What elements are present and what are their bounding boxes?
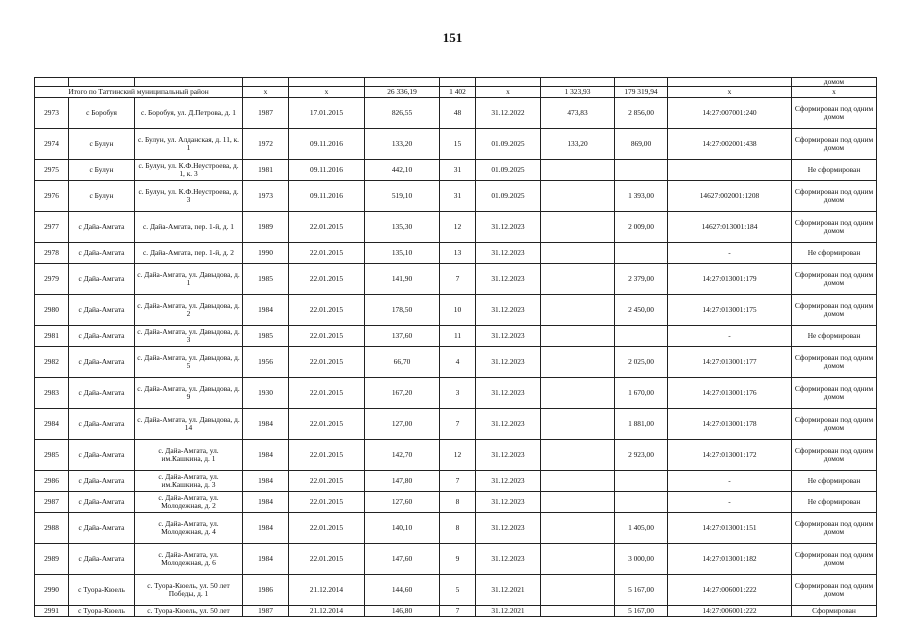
- row-address: с. Дайа-Амгата, ул. Молодежная, д. 2: [135, 492, 243, 513]
- row-date-recognized: 22.01.2015: [289, 212, 365, 243]
- row-date-plan: 01.09.2025: [476, 181, 541, 212]
- table-row: [35, 378, 877, 409]
- row-date-plan: 31.12.2023: [476, 471, 541, 492]
- row-land-status: Сформирован: [792, 606, 877, 617]
- total-row: [35, 87, 877, 98]
- row-year-built: 1984: [243, 295, 289, 326]
- total-residents: 1 402: [440, 87, 476, 98]
- row-date-plan: 31.12.2023: [476, 295, 541, 326]
- row-cadastral-number: 14:27:013001:182: [668, 544, 792, 575]
- row-residents: 31: [440, 181, 476, 212]
- row-area-resettled: [541, 492, 615, 513]
- row-area: 147,60: [365, 544, 440, 575]
- row-cadastral-number: 14:27:013001:178: [668, 409, 792, 440]
- row-date-recognized: 22.01.2015: [289, 409, 365, 440]
- row-date-plan: 31.12.2021: [476, 606, 541, 617]
- row-year-built: 1972: [243, 129, 289, 160]
- total-date-recognized: x: [289, 87, 365, 98]
- row-number: 2982: [35, 347, 69, 378]
- row-residents: 12: [440, 440, 476, 471]
- row-area-resettled: 133,20: [541, 129, 615, 160]
- row-number: 2980: [35, 295, 69, 326]
- row-year-built: 1984: [243, 492, 289, 513]
- row-cost: 2 025,00: [615, 347, 668, 378]
- row-date-recognized: 09.11.2016: [289, 181, 365, 212]
- row-settlement: с Дайа-Амгата: [69, 471, 135, 492]
- table-row: [35, 326, 877, 347]
- row-date-recognized: 22.01.2015: [289, 544, 365, 575]
- page-number: 151: [442, 30, 463, 45]
- row-date-plan: 31.12.2023: [476, 492, 541, 513]
- row-land-status: Сформирован под одним домом: [792, 347, 877, 378]
- row-area-resettled: [541, 471, 615, 492]
- row-settlement: с Дайа-Амгата: [69, 409, 135, 440]
- row-area: 146,80: [365, 606, 440, 617]
- total-cadastral: x: [668, 87, 792, 98]
- row-area-resettled: [541, 264, 615, 295]
- table-row: [35, 181, 877, 212]
- header-continuation-text: домом: [792, 78, 877, 87]
- row-date-plan: 31.12.2023: [476, 378, 541, 409]
- row-area: 135,10: [365, 243, 440, 264]
- row-settlement: с Дайа-Амгата: [69, 295, 135, 326]
- row-land-status: Сформирован под одним домом: [792, 440, 877, 471]
- row-year-built: 1956: [243, 347, 289, 378]
- table-row: [35, 575, 877, 606]
- row-area: 137,60: [365, 326, 440, 347]
- row-number: 2986: [35, 471, 69, 492]
- row-settlement: с Дайа-Амгата: [69, 264, 135, 295]
- row-cost: 869,00: [615, 129, 668, 160]
- row-area-resettled: [541, 347, 615, 378]
- row-area-resettled: [541, 378, 615, 409]
- table-row: [35, 606, 877, 617]
- row-cadastral-number: 14627:002001:1208: [668, 181, 792, 212]
- row-cadastral-number: 14:27:006001:222: [668, 606, 792, 617]
- row-year-built: 1985: [243, 326, 289, 347]
- total-area-resettled: 1 323,93: [541, 87, 615, 98]
- row-residents: 7: [440, 471, 476, 492]
- row-cadastral-number: 14:27:006001:222: [668, 575, 792, 606]
- row-date-plan: 01.09.2025: [476, 160, 541, 181]
- row-cost: [615, 326, 668, 347]
- row-land-status: Сформирован под одним домом: [792, 129, 877, 160]
- row-year-built: 1973: [243, 181, 289, 212]
- row-number: 2974: [35, 129, 69, 160]
- row-cadastral-number: -: [668, 243, 792, 264]
- row-date-plan: 31.12.2023: [476, 243, 541, 264]
- row-settlement: с Дайа-Амгата: [69, 326, 135, 347]
- row-address: с. Дайа-Амгата, ул. Молодежная, д. 6: [135, 544, 243, 575]
- row-number: 2983: [35, 378, 69, 409]
- row-date-recognized: 22.01.2015: [289, 264, 365, 295]
- row-area: 66,70: [365, 347, 440, 378]
- total-cost: 179 319,94: [615, 87, 668, 98]
- total-date-plan: x: [476, 87, 541, 98]
- row-residents: 7: [440, 409, 476, 440]
- row-date-plan: 31.12.2022: [476, 98, 541, 129]
- row-area-resettled: [541, 544, 615, 575]
- row-area-resettled: [541, 575, 615, 606]
- table-row: [35, 98, 877, 129]
- row-date-recognized: 22.01.2015: [289, 243, 365, 264]
- row-address: с. Дайа-Амгата, ул. Давыдова, д. 14: [135, 409, 243, 440]
- row-date-plan: 31.12.2023: [476, 264, 541, 295]
- table-row: [35, 513, 877, 544]
- row-cost: 2 856,00: [615, 98, 668, 129]
- row-residents: 10: [440, 295, 476, 326]
- row-land-status: Сформирован под одним домом: [792, 544, 877, 575]
- row-cadastral-number: -: [668, 326, 792, 347]
- row-year-built: 1987: [243, 98, 289, 129]
- row-number: 2975: [35, 160, 69, 181]
- row-settlement: с Дайа-Амгата: [69, 378, 135, 409]
- row-year-built: 1984: [243, 544, 289, 575]
- row-land-status: Сформирован под одним домом: [792, 575, 877, 606]
- row-date-plan: 01.09.2025: [476, 129, 541, 160]
- row-area: 142,70: [365, 440, 440, 471]
- row-year-built: 1984: [243, 471, 289, 492]
- row-cost: 5 167,00: [615, 575, 668, 606]
- row-land-status: Сформирован под одним домом: [792, 181, 877, 212]
- row-date-plan: 31.12.2021: [476, 575, 541, 606]
- row-area: 826,55: [365, 98, 440, 129]
- row-date-plan: 31.12.2023: [476, 409, 541, 440]
- row-residents: 12: [440, 212, 476, 243]
- row-date-recognized: 21.12.2014: [289, 575, 365, 606]
- row-area: 167,20: [365, 378, 440, 409]
- row-address: с. Дайа-Амгата, пер. 1-й, д. 2: [135, 243, 243, 264]
- row-cadastral-number: -: [668, 471, 792, 492]
- row-year-built: 1990: [243, 243, 289, 264]
- row-settlement: с Дайа-Амгата: [69, 440, 135, 471]
- row-address: с. Дайа-Амгата, ул. Давыдова, д. 1: [135, 264, 243, 295]
- row-cadastral-number: 14:27:002001:438: [668, 129, 792, 160]
- total-year: x: [243, 87, 289, 98]
- row-area-resettled: [541, 513, 615, 544]
- row-address: с. Дайа-Амгата, пер. 1-й, д. 1: [135, 212, 243, 243]
- table-row: [35, 409, 877, 440]
- row-year-built: 1984: [243, 409, 289, 440]
- row-cost: [615, 160, 668, 181]
- row-residents: 8: [440, 513, 476, 544]
- row-address: с. Дайа-Амгата, ул. Давыдова, д. 9: [135, 378, 243, 409]
- row-number: 2988: [35, 513, 69, 544]
- row-address: с. Булун, ул. К.Ф.Неустроева, д. 3: [135, 181, 243, 212]
- row-address: с. Туора-Кюель, ул. 50 лет Победы, д. 1: [135, 575, 243, 606]
- row-settlement: с Булун: [69, 129, 135, 160]
- row-year-built: 1987: [243, 606, 289, 617]
- row-number: 2978: [35, 243, 69, 264]
- row-address: с. Туора-Кюель, ул. 50 лет: [135, 606, 243, 617]
- row-area-resettled: [541, 295, 615, 326]
- row-residents: 3: [440, 378, 476, 409]
- row-number: 2984: [35, 409, 69, 440]
- row-area-resettled: 473,83: [541, 98, 615, 129]
- row-area: 141,90: [365, 264, 440, 295]
- row-settlement: с Дайа-Амгата: [69, 347, 135, 378]
- table-row: [35, 492, 877, 513]
- row-land-status: Сформирован под одним домом: [792, 409, 877, 440]
- row-date-recognized: 22.01.2015: [289, 347, 365, 378]
- row-land-status: Сформирован под одним домом: [792, 212, 877, 243]
- row-address: с. Боробуя, ул. Д.Петрова, д. 1: [135, 98, 243, 129]
- header-continuation-row: [35, 78, 877, 87]
- row-cadastral-number: -: [668, 492, 792, 513]
- table-body: [35, 78, 877, 617]
- row-settlement: с Туора-Кюель: [69, 606, 135, 617]
- row-date-recognized: 09.11.2016: [289, 129, 365, 160]
- row-area-resettled: [541, 440, 615, 471]
- row-residents: 5: [440, 575, 476, 606]
- row-land-status: Не сформирован: [792, 492, 877, 513]
- row-cost: [615, 492, 668, 513]
- table-row: [35, 471, 877, 492]
- row-land-status: Сформирован под одним домом: [792, 513, 877, 544]
- row-settlement: с Дайа-Амгата: [69, 243, 135, 264]
- row-land-status: Сформирован под одним домом: [792, 295, 877, 326]
- row-cadastral-number: 14:27:013001:151: [668, 513, 792, 544]
- row-date-plan: 31.12.2023: [476, 326, 541, 347]
- row-year-built: 1989: [243, 212, 289, 243]
- row-address: с. Булун, ул. Алданская, д. 11, к. 1: [135, 129, 243, 160]
- row-residents: 13: [440, 243, 476, 264]
- row-land-status: Не сформирован: [792, 471, 877, 492]
- row-land-status: Не сформирован: [792, 160, 877, 181]
- row-area: 519,10: [365, 181, 440, 212]
- table-row: [35, 347, 877, 378]
- row-date-recognized: 09.11.2016: [289, 160, 365, 181]
- row-date-plan: 31.12.2023: [476, 347, 541, 378]
- row-settlement: с Туора-Кюель: [69, 575, 135, 606]
- row-year-built: 1930: [243, 378, 289, 409]
- row-area-resettled: [541, 326, 615, 347]
- row-cost: 1 393,00: [615, 181, 668, 212]
- row-cadastral-number: 14:27:013001:179: [668, 264, 792, 295]
- row-year-built: 1985: [243, 264, 289, 295]
- row-area: 127,00: [365, 409, 440, 440]
- row-cadastral-number: 14:27:013001:172: [668, 440, 792, 471]
- row-date-recognized: 22.01.2015: [289, 471, 365, 492]
- row-settlement: с Дайа-Амгата: [69, 492, 135, 513]
- row-cadastral-number: 14:27:007001:240: [668, 98, 792, 129]
- row-number: 2989: [35, 544, 69, 575]
- row-cost: 5 167,00: [615, 606, 668, 617]
- row-cost: 1 405,00: [615, 513, 668, 544]
- row-cost: 2 923,00: [615, 440, 668, 471]
- table-row: [35, 295, 877, 326]
- row-area: 147,80: [365, 471, 440, 492]
- row-area: 144,60: [365, 575, 440, 606]
- row-number: 2976: [35, 181, 69, 212]
- row-address: с. Дайа-Амгата, ул. Давыдова, д. 2: [135, 295, 243, 326]
- row-cost: 2 450,00: [615, 295, 668, 326]
- row-area-resettled: [541, 181, 615, 212]
- row-settlement: с Булун: [69, 160, 135, 181]
- row-number: 2990: [35, 575, 69, 606]
- row-address: с. Дайа-Амгата, ул. им.Кашкина, д. 3: [135, 471, 243, 492]
- row-date-recognized: 17.01.2015: [289, 98, 365, 129]
- row-area: 133,20: [365, 129, 440, 160]
- row-cost: 2 379,00: [615, 264, 668, 295]
- row-residents: 7: [440, 606, 476, 617]
- row-cadastral-number: 14:27:013001:175: [668, 295, 792, 326]
- row-area-resettled: [541, 160, 615, 181]
- row-date-recognized: 22.01.2015: [289, 513, 365, 544]
- row-address: с. Дайа-Амгата, ул. им.Кашкина, д. 1: [135, 440, 243, 471]
- row-residents: 31: [440, 160, 476, 181]
- row-land-status: Не сформирован: [792, 326, 877, 347]
- row-cost: 1 670,00: [615, 378, 668, 409]
- housing-registry-table: [34, 77, 877, 617]
- row-number: 2981: [35, 326, 69, 347]
- row-date-recognized: 22.01.2015: [289, 492, 365, 513]
- row-date-plan: 31.12.2023: [476, 212, 541, 243]
- row-area: 140,10: [365, 513, 440, 544]
- row-cadastral-number: 14627:013001:184: [668, 212, 792, 243]
- row-area-resettled: [541, 606, 615, 617]
- row-residents: 15: [440, 129, 476, 160]
- row-cadastral-number: 14:27:013001:176: [668, 378, 792, 409]
- row-address: с. Дайа-Амгата, ул. Молодежная, д. 4: [135, 513, 243, 544]
- row-date-recognized: 22.01.2015: [289, 326, 365, 347]
- total-status: x: [792, 87, 877, 98]
- row-cost: 1 881,00: [615, 409, 668, 440]
- row-area: 442,10: [365, 160, 440, 181]
- row-date-recognized: 22.01.2015: [289, 295, 365, 326]
- row-area-resettled: [541, 409, 615, 440]
- row-year-built: 1981: [243, 160, 289, 181]
- row-area: 135,30: [365, 212, 440, 243]
- table-row: [35, 264, 877, 295]
- row-residents: 11: [440, 326, 476, 347]
- row-number: 2979: [35, 264, 69, 295]
- table-row: [35, 160, 877, 181]
- row-residents: 8: [440, 492, 476, 513]
- row-number: 2973: [35, 98, 69, 129]
- row-cost: 3 000,00: [615, 544, 668, 575]
- row-cadastral-number: [668, 160, 792, 181]
- row-residents: 7: [440, 264, 476, 295]
- row-year-built: 1984: [243, 440, 289, 471]
- row-date-recognized: 22.01.2015: [289, 378, 365, 409]
- row-land-status: Сформирован под одним домом: [792, 264, 877, 295]
- row-settlement: с Дайа-Амгата: [69, 544, 135, 575]
- row-cost: [615, 471, 668, 492]
- row-settlement: с Боробуя: [69, 98, 135, 129]
- row-settlement: с Дайа-Амгата: [69, 513, 135, 544]
- row-settlement: с Дайа-Амгата: [69, 212, 135, 243]
- row-area-resettled: [541, 243, 615, 264]
- row-land-status: Сформирован под одним домом: [792, 378, 877, 409]
- table-row: [35, 544, 877, 575]
- table-row: [35, 243, 877, 264]
- row-date-plan: 31.12.2023: [476, 513, 541, 544]
- row-year-built: 1986: [243, 575, 289, 606]
- row-residents: 9: [440, 544, 476, 575]
- row-date-recognized: 21.12.2014: [289, 606, 365, 617]
- row-residents: 4: [440, 347, 476, 378]
- total-label: Итого по Таттинский муниципальный район: [35, 87, 243, 98]
- row-area: 127,60: [365, 492, 440, 513]
- row-date-recognized: 22.01.2015: [289, 440, 365, 471]
- row-land-status: Не сформирован: [792, 243, 877, 264]
- row-date-plan: 31.12.2023: [476, 544, 541, 575]
- row-number: 2987: [35, 492, 69, 513]
- row-area: 178,50: [365, 295, 440, 326]
- total-area: 26 336,19: [365, 87, 440, 98]
- table-row: [35, 212, 877, 243]
- row-area-resettled: [541, 212, 615, 243]
- row-residents: 48: [440, 98, 476, 129]
- row-address: с. Дайа-Амгата, ул. Давыдова, д. 3: [135, 326, 243, 347]
- table-row: [35, 440, 877, 471]
- row-address: с. Дайа-Амгата, ул. Давыдова, д. 5: [135, 347, 243, 378]
- row-cost: 2 009,00: [615, 212, 668, 243]
- table-row: [35, 129, 877, 160]
- row-land-status: Сформирован под одним домом: [792, 98, 877, 129]
- row-cadastral-number: 14:27:013001:177: [668, 347, 792, 378]
- row-number: 2985: [35, 440, 69, 471]
- row-address: с. Булун, ул. К.Ф.Неустроева, д. 1, к. 3: [135, 160, 243, 181]
- row-cost: [615, 243, 668, 264]
- row-number: 2977: [35, 212, 69, 243]
- row-number: 2991: [35, 606, 69, 617]
- row-date-plan: 31.12.2023: [476, 440, 541, 471]
- row-settlement: с Булун: [69, 181, 135, 212]
- row-year-built: 1984: [243, 513, 289, 544]
